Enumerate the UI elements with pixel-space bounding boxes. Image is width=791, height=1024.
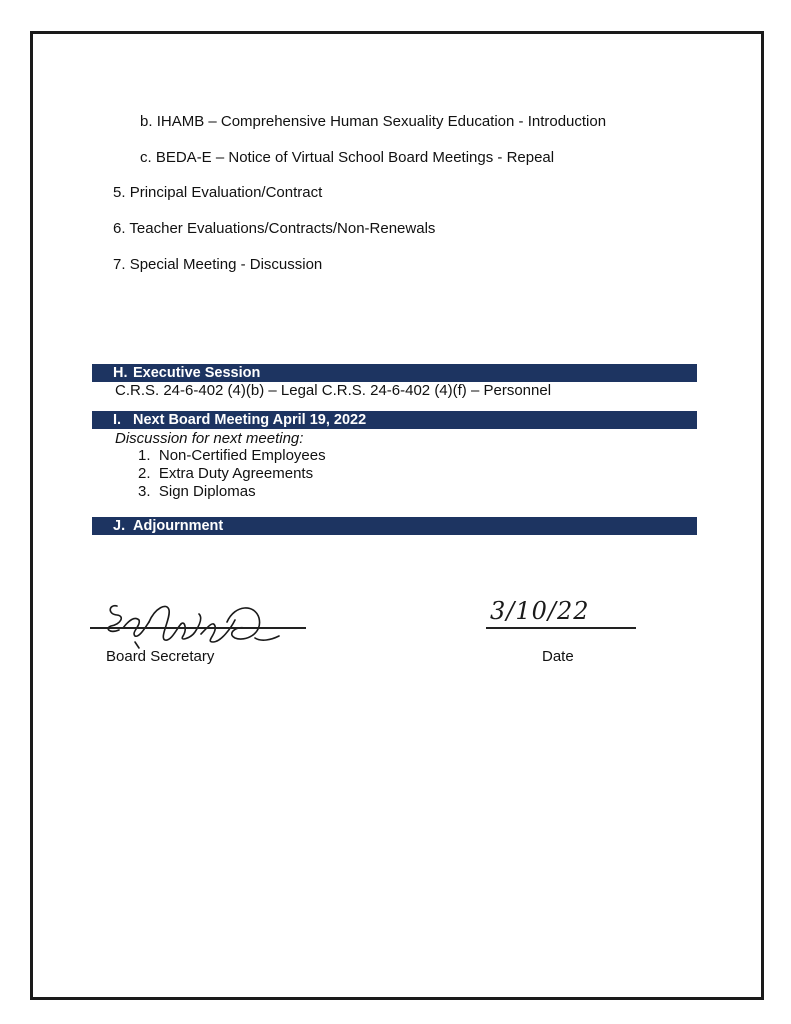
agenda-item-text: Principal Evaluation/Contract — [129, 184, 323, 201]
agenda-item-text: IHAMB – Comprehensive Human Sexuality Education - Introduction — [156, 113, 607, 130]
page-border — [30, 31, 764, 1000]
agenda-item-marker: 5. — [113, 184, 126, 201]
section-title: Adjournment — [133, 518, 224, 534]
list-item — [138, 483, 256, 500]
section-letter: J. — [113, 518, 126, 534]
list-text: Extra Duty Agreements — [158, 465, 314, 482]
list-item — [138, 447, 326, 464]
section-title: Next Board Meeting April 19, 2022 — [133, 412, 367, 428]
agenda-item-marker: 7. — [113, 256, 126, 273]
section-header-adjournment — [92, 517, 697, 535]
section-letter: I. — [113, 412, 122, 428]
list-text: Sign Diplomas — [158, 483, 256, 500]
agenda-item-text: BEDA-E – Notice of Virtual School Board Meetings - Repeal — [155, 149, 555, 166]
list-item — [138, 465, 313, 482]
list-text: Non-Certified Employees — [158, 447, 326, 464]
agenda-item-5 — [113, 184, 322, 201]
agenda-item-b — [140, 113, 606, 130]
agenda-item-7 — [113, 256, 322, 273]
list-marker: 3. — [138, 483, 151, 500]
list-marker: 2. — [138, 465, 151, 482]
date-label: Date — [542, 648, 574, 665]
agenda-item-6 — [113, 220, 435, 237]
date-signature-line — [486, 627, 636, 629]
secretary-label: Board Secretary — [106, 648, 215, 665]
handwritten-date: 3/10/22 — [490, 597, 590, 625]
section-header-executive-session — [92, 364, 697, 382]
agenda-item-marker: c. — [140, 149, 152, 166]
section-header-next-board-meeting — [92, 411, 697, 429]
agenda-item-marker: 6. — [113, 220, 126, 237]
agenda-item-text: Teacher Evaluations/Contracts/Non-Renewals — [129, 220, 436, 237]
section-title: Executive Session — [133, 365, 261, 381]
section-letter: H. — [113, 365, 128, 381]
agenda-item-c — [140, 149, 554, 166]
secretary-signature-line — [90, 627, 306, 629]
list-marker: 1. — [138, 447, 151, 464]
next-meeting-intro: Discussion for next meeting: — [115, 430, 304, 447]
agenda-item-text: Special Meeting - Discussion — [129, 256, 323, 273]
agenda-item-marker: b. — [140, 113, 153, 130]
executive-session-statute: C.R.S. 24-6-402 (4)(b) – Legal C.R.S. 24-6-402 (4)(f) – Personnel — [115, 382, 552, 399]
